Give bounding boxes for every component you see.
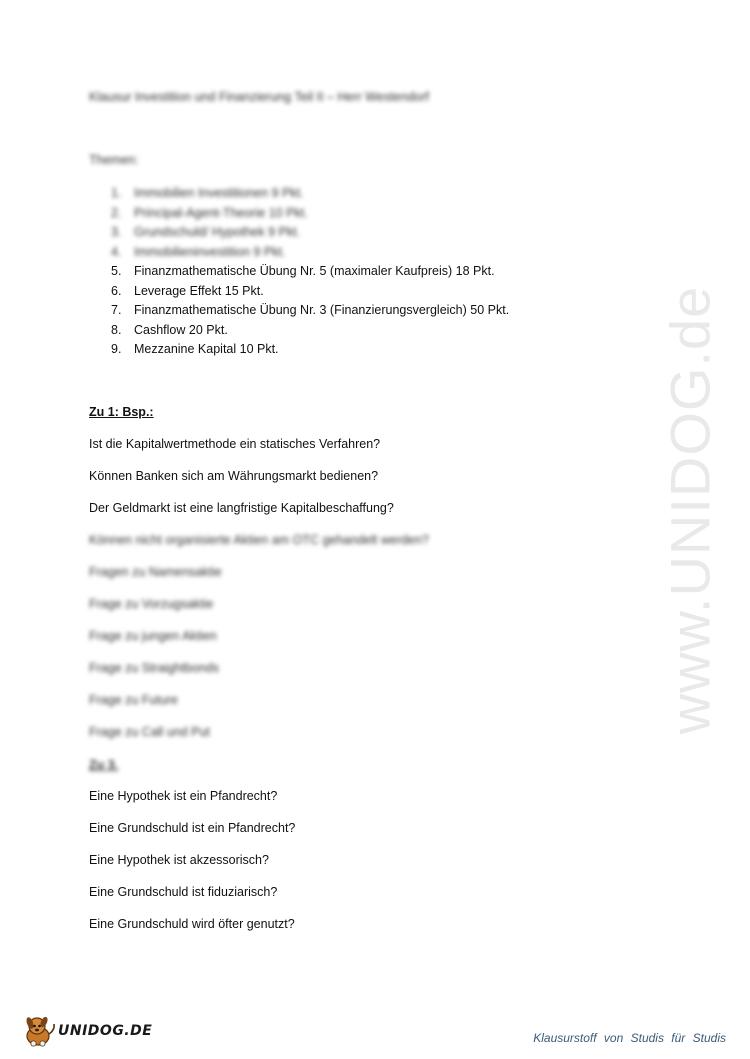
section1-heading: Zu 1: Bsp.: (89, 405, 154, 419)
question-item: Können Banken sich am Währungsmarkt bedienen? (89, 469, 379, 483)
question-item: Frage zu Future (89, 693, 178, 707)
question-item: Frage zu Call und Put (89, 725, 210, 739)
question-item: Eine Hypothek ist ein Pfandrecht? (89, 789, 278, 803)
topic-item: 2. Principal-Agent-Theorie 10 Pkt. (111, 205, 308, 220)
unidog-logo (22, 1014, 152, 1048)
question-item: Frage zu Straightbonds (89, 661, 219, 675)
logo-text: UNIDOG.DE (58, 1023, 153, 1039)
question-item: Ist die Kapitalwertmethode ein statisches Verfahren? (89, 437, 381, 451)
topic-item: 5. Finanzmathematische Übung Nr. 5 (maximaler Kaufpreis) 18 Pkt. (111, 264, 495, 278)
topic-item: 7. Finanzmathematische Übung Nr. 3 (Finanzierungsvergleich) 50 Pkt. (111, 303, 510, 317)
topic-item: 1. Immobilien Investitionen 9 Pkt. (111, 186, 304, 200)
dog-mascot-icon (22, 1014, 58, 1048)
question-item: Fragen zu Namensaktie (89, 565, 222, 579)
topic-item: 9. Mezzanine Kapital 10 Pkt. (111, 342, 279, 356)
topic-item: 6. Leverage Effekt 15 Pkt. (111, 283, 264, 298)
question-item: Eine Grundschuld ist fiduziarisch? (89, 885, 278, 899)
question-item: Der Geldmarkt ist eine langfristige Kapitalbeschaffung? (89, 501, 394, 515)
topic-item: 4. Immobilieninvestition 9 Pkt. (111, 244, 286, 259)
question-item: Können nicht organisierte Aktien am OTC gehandelt werden? (89, 533, 429, 547)
topic-item: 8. Cashflow 20 Pkt. (111, 322, 228, 337)
topics-label: Themen: (89, 153, 139, 167)
question-item: Frage zu jungen Aktien (89, 629, 217, 643)
section3-heading: Zu 3. (89, 758, 119, 772)
question-item: Eine Grundschuld wird öfter genutzt? (89, 917, 295, 931)
watermark-text: www.UNIDOG.de (658, 285, 722, 735)
question-item: Eine Hypothek ist akzessorisch? (89, 853, 269, 867)
topics-list (89, 184, 509, 360)
topic-item: 3. Grundschuld/ Hypothek 9 Pkt. (111, 225, 301, 239)
question-item: Eine Grundschuld ist ein Pfandrecht? (89, 821, 296, 835)
document-title: Klausur Investition und Finanzierung Teil II – Herr Westendorf (89, 90, 429, 104)
question-item: Frage zu Vorzugsaktie (89, 597, 214, 611)
footer-tagline: Klausurstoff von Studis für Studis (533, 1031, 726, 1045)
